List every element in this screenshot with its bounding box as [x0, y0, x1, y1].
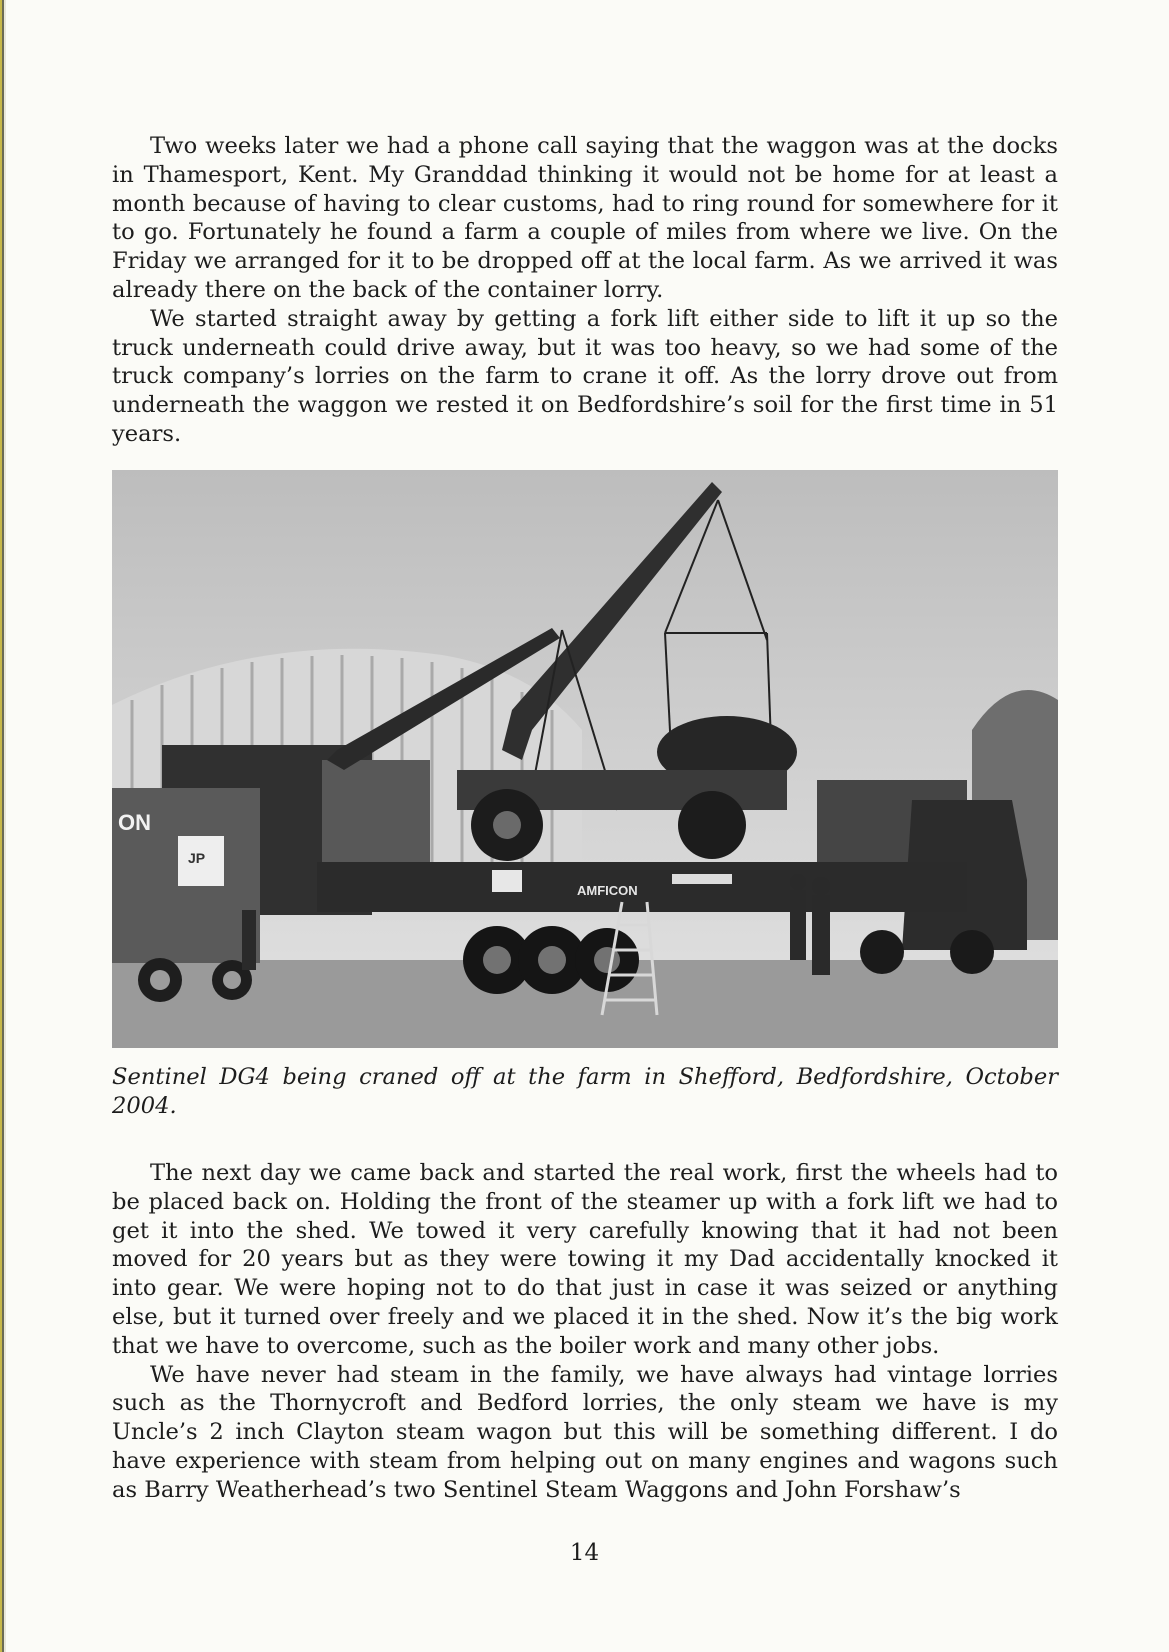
- paragraph: We started straight away by getting a fork lift either side to lift it up so the truck underneath could drive away, but it was too heavy, so we had some of the truck company’s lorries on the farm to crane it off. As the lorry drove out from underneath the waggon we rested it on Bedfordshire’s soil for the first time in 51 years.: [112, 305, 1058, 447]
- paragraph: The next day we came back and started the real work, first the wheels had to be placed back on. Holding the front of the steamer up with a fork lift we had to get it into the shed. We towed it very carefully knowing that it had not been moved for 20 years but as they were towing it my Dad accidentally knocked it into gear. We were hoping not to do that just in case it was seized or anything else, but it turned over freely and we placed it in the shed. Now it’s the big work that we have to overcome, such as the boiler work and many other jobs.: [112, 1160, 1058, 1359]
- lorry-lettering: ON: [118, 810, 151, 835]
- paragraph: Two weeks later we had a phone call saying that the waggon was at the docks in Thamesport, Kent. My Granddad thinking it would not be home for at least a month because of having to clear customs, had to ring round for somewhere for it to go. Fortunately he found a farm a couple of miles from where we live. On the Friday we arranged for it to be dropped off at the local farm. As we arrived it was already there on the back of the container lorry.: [112, 133, 1058, 303]
- text-block-bottom: [112, 1159, 1058, 1505]
- paragraph: We have never had steam in the family, we have always had vintage lorries such as the Thornycroft and Bedford lorries, the only steam we have is my Uncle’s 2 inch Clayton steam wagon but this will be something different. I do have experience with steam from helping out on many engines and wagons such as Barry Weatherhead’s two Sentinel Steam Waggons and John Forshaw’s: [112, 1361, 1058, 1503]
- page-edge: [0, 0, 6, 1652]
- page-number: 14: [569, 1540, 600, 1566]
- photo-caption: Sentinel DG4 being craned off at the farm in Shefford, Bedfordshire, October 2004.: [112, 1064, 1058, 1119]
- text-block-top: [112, 132, 1058, 449]
- lorry-logo: JP: [188, 850, 206, 866]
- photo-crane-lifting-waggon: [112, 470, 1058, 1048]
- trailer-lettering: AMFICON: [577, 883, 638, 898]
